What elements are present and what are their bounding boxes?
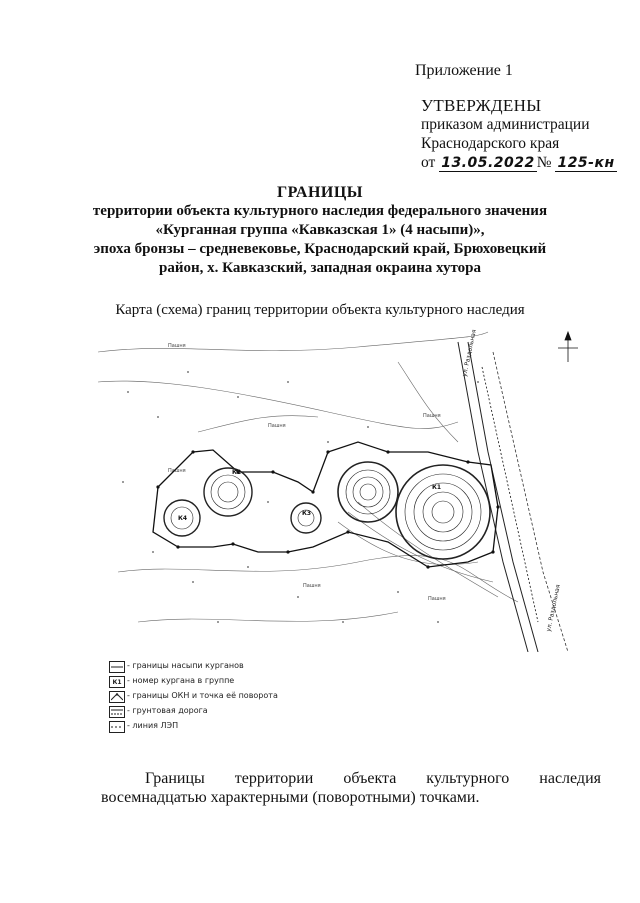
field-label: Пашня [268,423,286,429]
mound-k2 [204,468,252,516]
mound-label: К3 [302,510,312,517]
title-line-1: ГРАНИЦЫ [276,184,363,201]
field-label: Пашня [423,413,441,419]
dirt-road-icon [109,706,125,718]
mound-label: К1 [432,484,442,491]
boundary-points [156,450,499,568]
mound-label: К4 [178,515,188,522]
road-label: ул. Раздольная [545,583,562,633]
body-paragraph-line-2: восемнадцатью характерными (поворотными) точками. [101,789,480,806]
north-arrow-icon [558,332,578,362]
title-line-3: «Курганная группа «Кавказская 1» (4 насыпи)», [155,222,485,238]
legend-item [109,706,329,718]
document-title [40,183,600,278]
title-line-5: район, х. Кавказский, западная окраина хутора [159,260,481,276]
heritage-boundary [153,442,498,567]
legend-item [109,676,329,688]
mound-label: К2 [232,469,242,476]
legend-label: - грунтовая дорога [127,706,208,715]
legend-item [109,661,329,673]
field-label: Пашня [303,583,321,589]
appendix-label: Приложение 1 [415,62,513,79]
legend-item [109,721,329,733]
approved-heading: УТВЕРЖДЕНЫ [421,96,542,115]
field-label: Пашня [168,468,186,474]
legend-label: - границы насыпи курганов [127,661,244,670]
mound-large [396,465,490,559]
mound-k1 [338,462,398,522]
heritage-boundary-icon [109,691,125,703]
legend-item [109,691,329,703]
legend-label: - номер кургана в группе [127,676,235,685]
title-line-2: территории объекта культурного наследия федерального значения [92,203,548,219]
body-paragraph-line-1: Границы территории объекта культурного наследия [145,770,601,787]
approval-block [421,96,617,173]
field-label: Пашня [168,343,186,349]
field-label: Пашня [428,596,446,602]
map-caption: Карта (схема) границ территории объекта культурного наследия [115,302,525,318]
power-line [482,367,538,622]
approved-by-order: приказом администрации [421,116,590,133]
mound-number-icon: К1 [109,676,125,688]
power-line-icon [109,721,125,733]
mound-k3 [291,503,321,533]
contour-lines [98,332,518,622]
map-legend [109,661,329,736]
date-prefix: от [421,154,436,171]
number-prefix: № [536,154,552,171]
legend-label: - границы ОКН и точка её поворота [127,691,278,700]
handwritten-number: 125-кн [557,155,615,171]
approved-date-line [421,153,617,173]
legend-label: - линия ЛЭП [127,721,179,730]
boundary-map [98,322,588,652]
approved-region: Краснодарского края [421,135,560,152]
mound-boundary-icon [109,661,125,673]
survey-points [122,371,479,623]
handwritten-date: 13.05.2022 [441,155,535,171]
title-line-4: эпоха бронзы – средневековье, Краснодарский край, Брюховецкий [93,241,547,257]
road-label: ул. Раздольная [461,328,478,378]
